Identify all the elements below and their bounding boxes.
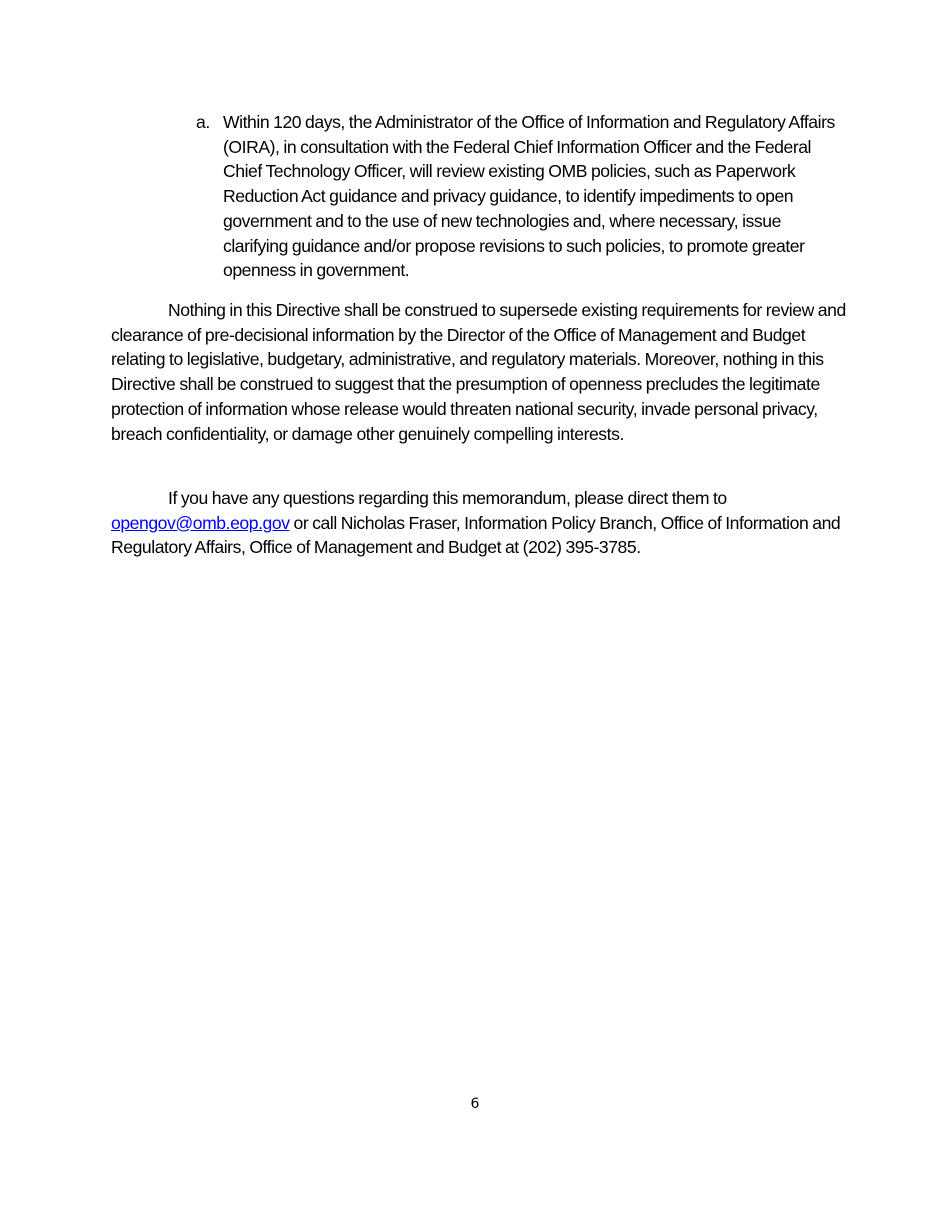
list-item-text: Within 120 days, the Administrator of the Office of Information and Regulatory Affairs (OIRA), in consultation with the Federal Chief Information Officer and the Federal Chief Technology Officer, will review existing OMB policies, such as Paperwork Reduction Act guidance and privacy guidance, to identify impediments to open government and to the use of new technologies and, where necessary, issue clarifying guidance and/or propose revisions to such policies, to promote greater openness in government. [223, 112, 835, 281]
paragraph-directive-scope [111, 298, 846, 446]
contact-tail-text: or call Nicholas Fraser, Information Policy Branch, Office of Information and Regulatory Affairs, Office of Management and Budget at (202) 395-3785. [111, 512, 841, 558]
paragraph-contact [111, 486, 846, 560]
page-number: 6 [470, 1096, 480, 1112]
paragraph-text: Nothing in this Directive shall be construed to supersede existing requirements for review and clearance of pre-decisional information by the Director of the Office of Management and Budget relating to legislative, budgetary, administrative, and regulatory materials. Moreover, nothing in this Directive shall be construed to suggest that the presumption of openness precludes the legitimate protection of information whose release would threaten national security, invade personal privacy, breach confidentiality, or damage other genuinely compelling interests. [111, 300, 846, 444]
list-item-a [196, 110, 846, 283]
email-link[interactable]: opengov@omb.eop.gov [111, 512, 290, 533]
contact-lead-text: If you have any questions regarding this memorandum, please direct them to [168, 488, 727, 508]
list-marker: a. [196, 112, 210, 132]
